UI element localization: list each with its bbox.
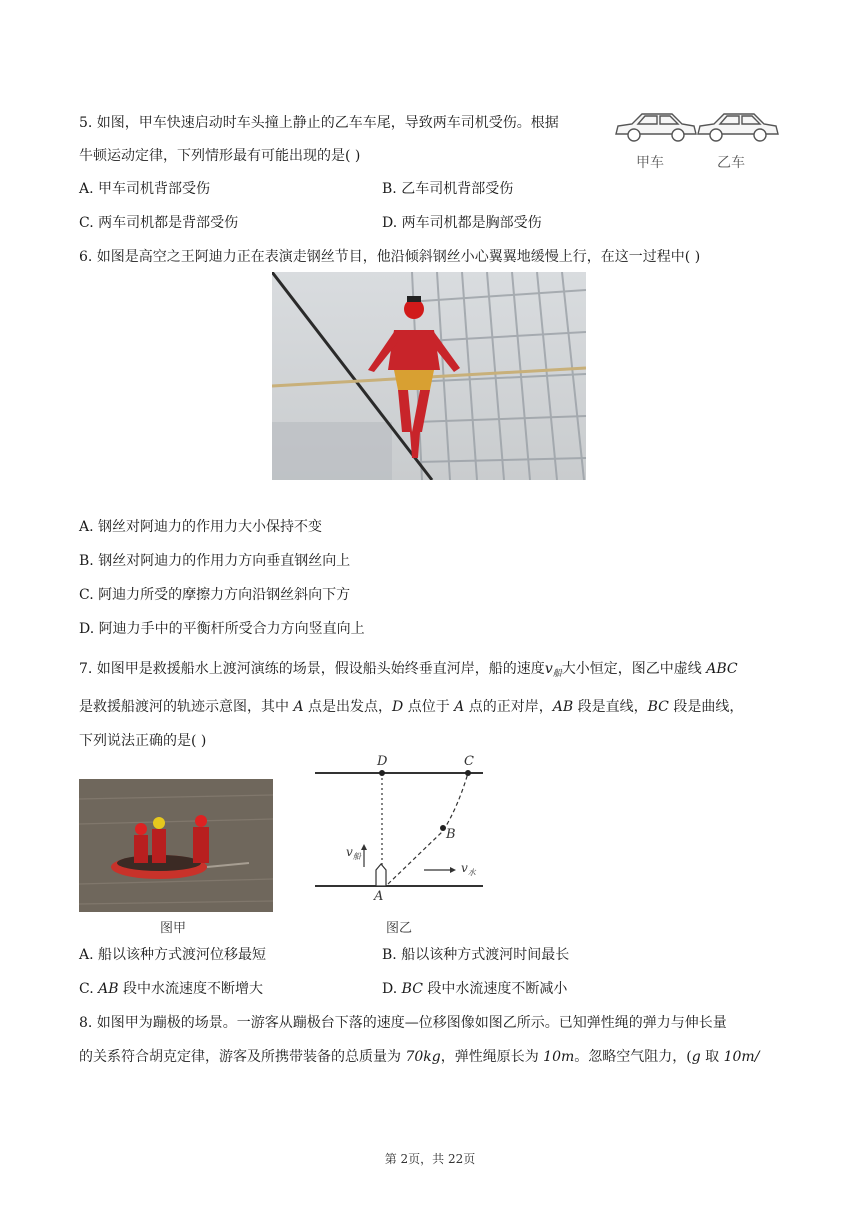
q8-g-val: 10m/	[723, 1049, 760, 1065]
point-c	[465, 770, 471, 776]
q7d-pre: D.	[382, 981, 402, 997]
q5-option-d: D. 两车司机都是胸部受伤	[382, 215, 542, 231]
car-a-label: 甲车	[636, 155, 664, 171]
q6-line1: 6. 如图是高空之王阿迪力正在表演走钢丝节目，他沿倾斜钢丝小心翼翼地缓慢上行，在这一过程中( )	[79, 249, 701, 265]
river-crossing-diagram	[312, 752, 490, 912]
q7-option-d	[382, 979, 567, 999]
point-d	[379, 770, 385, 776]
q8-line2	[79, 1047, 759, 1067]
boat-icon	[376, 864, 386, 886]
q7c-post: 段中水流速度不断增大	[118, 981, 263, 997]
q5-line2: 牛顿运动定律，下列情形最有可能出现的是( )	[79, 148, 361, 164]
label-a: A	[374, 889, 384, 904]
q7-option-a: A. 船以该种方式渡河位移最短	[79, 947, 267, 963]
car-a-icon	[616, 114, 696, 141]
car-b-icon	[698, 114, 778, 141]
q7-l2-7: AB	[552, 699, 574, 715]
q7-l2-3: D	[392, 699, 404, 715]
label-v-water	[461, 861, 476, 878]
q7-line1-text-2: 大小恒定，图乙中虚线	[561, 661, 707, 677]
q7-line2	[79, 697, 743, 717]
abc-symbol: ABC	[706, 661, 738, 677]
label-v-boat	[346, 845, 361, 862]
q6-option-c: C. 阿迪力所受的摩擦力方向沿钢丝斜向下方	[79, 587, 351, 603]
car-b-label: 乙车	[717, 155, 745, 171]
q8-length: 10m	[543, 1049, 575, 1065]
q7-l2-4: 点位于	[403, 699, 455, 715]
q8-mass: 70kg	[405, 1049, 441, 1065]
v-boat-subscript: 船	[552, 669, 562, 679]
fig-b-caption: 图乙	[386, 921, 413, 936]
tightrope-walker-photo	[272, 272, 586, 480]
q7-l2-0: 是救援船渡河的轨迹示意图，其中	[79, 699, 294, 715]
q7-l2-9: BC	[647, 699, 669, 715]
v-water-var: v	[461, 861, 468, 875]
v-water-var-sub: 水	[467, 868, 476, 877]
q7-option-b: B. 船以该种方式渡河时间最长	[382, 947, 570, 963]
q5-option-b: B. 乙车司机背部受伤	[382, 181, 514, 197]
q7-l2-8: 段是直线，	[573, 699, 648, 715]
trajectory-abc	[388, 773, 468, 884]
q8-l2-mid: ，弹性绳原长为	[440, 1049, 544, 1065]
v-boat-symbol: v	[544, 661, 553, 677]
q7-option-c	[79, 979, 263, 999]
q8-g: g	[691, 1049, 701, 1065]
q7c-pre: C.	[79, 981, 99, 997]
label-c: C	[464, 754, 474, 769]
q7-l2-6: 点的正对岸，	[464, 699, 553, 715]
v-boat-var-sub: 船	[352, 852, 361, 861]
q8-l2-pre: 的关系符合胡克定律，游客及所携带装备的总质量为	[79, 1049, 406, 1065]
q8-g-text: 取	[700, 1049, 724, 1065]
q7-line1-text: 7. 如图甲是救援船水上渡河演练的场景，假设船头始终垂直河岸，船的速度	[79, 661, 545, 677]
q8-l2-post: 。忽略空气阻力，(	[574, 1049, 692, 1065]
q7-l2-1: A	[293, 699, 304, 715]
q7-l2-10: 段是曲线，	[668, 699, 744, 715]
label-d: D	[377, 754, 388, 769]
page-footer: 第 2页，共 22页	[384, 1152, 476, 1166]
q7-line1	[79, 659, 738, 684]
q7-l2-2: 点是出发点，	[303, 699, 393, 715]
fig-a-caption: 图甲	[160, 921, 187, 936]
q8-line1: 8. 如图甲为蹦极的场景。一游客从蹦极台下落的速度—位移图像如图乙所示。已知弹性绳的弹力与伸长量	[79, 1015, 727, 1031]
q5-line1: 5. 如图，甲车快速启动时车头撞上静止的乙车车尾，导致两车司机受伤。根据	[79, 115, 559, 131]
q7-l2-5: A	[454, 699, 465, 715]
q7d-var: BC	[401, 981, 423, 997]
q7c-var: AB	[98, 981, 119, 997]
q6-option-a: A. 钢丝对阿迪力的作用力大小保持不变	[79, 519, 323, 535]
v-boat-var: v	[346, 845, 353, 859]
rescue-boat-photo	[79, 779, 273, 912]
q6-option-d: D. 阿迪力手中的平衡杆所受合力方向竖直向上	[79, 621, 365, 637]
q5-option-a: A. 甲车司机背部受伤	[79, 181, 211, 197]
q5-option-c: C. 两车司机都是背部受伤	[79, 215, 239, 231]
q6-option-b: B. 钢丝对阿迪力的作用力方向垂直钢丝向上	[79, 553, 351, 569]
q7-line3: 下列说法正确的是( )	[79, 733, 207, 749]
label-b: B	[446, 827, 456, 842]
q7d-post: 段中水流速度不断减小	[422, 981, 568, 997]
